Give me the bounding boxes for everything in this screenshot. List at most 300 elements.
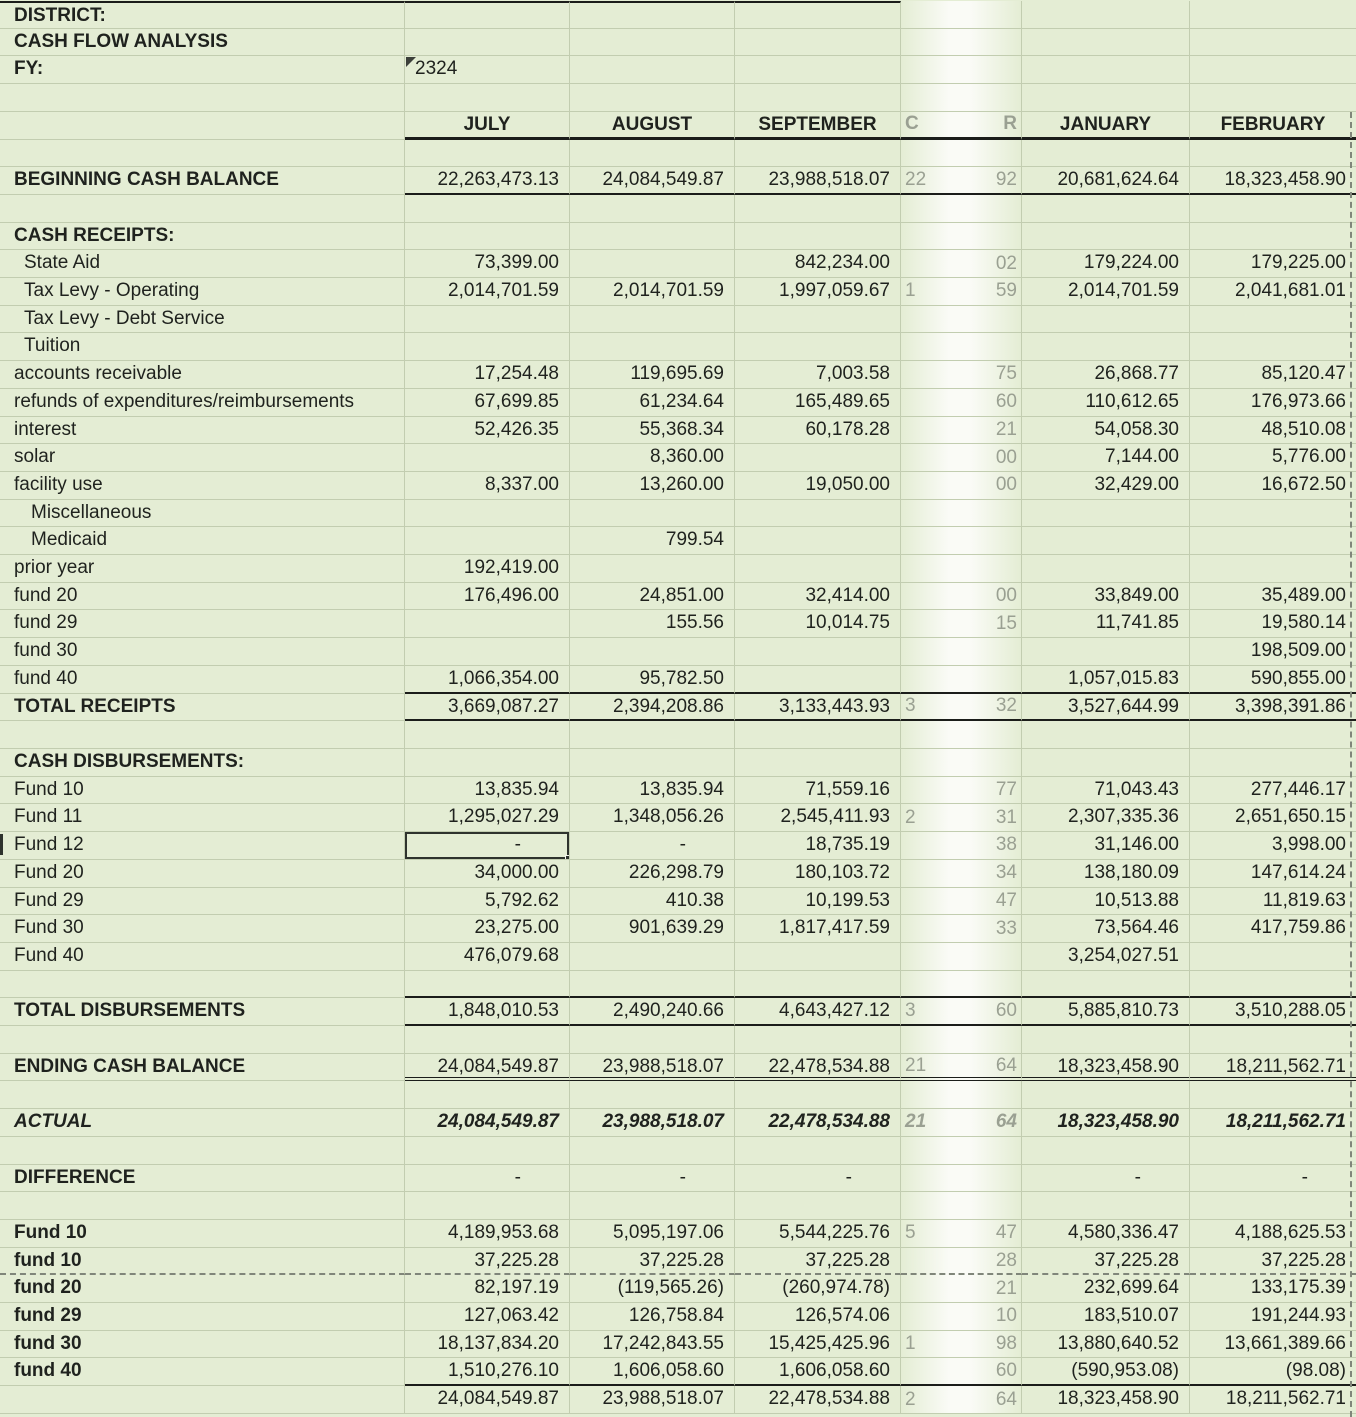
cash-receipts-header-aug-cell[interactable] bbox=[570, 223, 735, 251]
district-row-sep-cell[interactable] bbox=[735, 1, 901, 29]
fund-10-disbursements-jan-cell[interactable]: 71,043.43 bbox=[1022, 777, 1190, 805]
tax-levy-operating-feb-cell[interactable]: 2,041,681.01 bbox=[1190, 278, 1356, 306]
fund-10-disbursements-hidden-months-cell[interactable] bbox=[901, 777, 1022, 805]
fund-29-receipts-hidden-months-cell[interactable] bbox=[901, 610, 1022, 638]
blank-7-sep-cell[interactable] bbox=[735, 1081, 901, 1109]
blank-8-hidden-months-cell[interactable] bbox=[901, 1137, 1022, 1165]
prior-year-hidden-months-cell[interactable] bbox=[901, 555, 1022, 583]
ending-cash-balance-hidden-months-cell[interactable] bbox=[901, 1054, 1022, 1082]
fund-20-summary-feb-cell[interactable]: 133,175.39 bbox=[1190, 1275, 1356, 1303]
blank-1-hidden-months-cell[interactable] bbox=[901, 84, 1022, 112]
fill-handle[interactable] bbox=[565, 855, 570, 860]
blank-9-label[interactable] bbox=[0, 1192, 405, 1220]
district-row-feb-cell[interactable] bbox=[1190, 1, 1356, 29]
total-receipts-hidden-months-cell[interactable] bbox=[901, 694, 1022, 722]
summary-total-sep-cell[interactable]: 22,478,534.88 bbox=[735, 1386, 901, 1414]
prior-year-jan-cell[interactable] bbox=[1022, 555, 1190, 583]
blank-8-jul-cell[interactable] bbox=[405, 1137, 570, 1165]
summary-total-jan-cell[interactable]: 18,323,458.90 bbox=[1022, 1386, 1190, 1414]
tuition-jul-cell[interactable] bbox=[405, 333, 570, 361]
difference-jan-cell[interactable]: - bbox=[1022, 1165, 1190, 1193]
month-header-row-sep-cell[interactable]: SEPTEMBER bbox=[735, 112, 901, 140]
fund-40-disbursements-aug-cell[interactable] bbox=[570, 943, 735, 971]
fund-11-disbursements-jan-cell[interactable]: 2,307,335.36 bbox=[1022, 804, 1190, 832]
beginning-cash-balance-sep-cell[interactable]: 23,988,518.07 bbox=[735, 167, 901, 195]
blank-3-aug-cell[interactable] bbox=[570, 195, 735, 223]
blank-8-feb-cell[interactable] bbox=[1190, 1137, 1356, 1165]
refunds-of-expenditures-hidden-months-cell[interactable] bbox=[901, 389, 1022, 417]
beginning-cash-balance-hidden-months-cell[interactable] bbox=[901, 167, 1022, 195]
fund-29-summary-label[interactable]: fund 29 bbox=[0, 1303, 405, 1331]
interest-jan-cell[interactable]: 54,058.30 bbox=[1022, 417, 1190, 445]
medicaid-aug-cell[interactable]: 799.54 bbox=[570, 527, 735, 555]
fund-10-lower-summary-sep-cell[interactable]: 37,225.28 bbox=[735, 1248, 901, 1276]
month-header-row-label[interactable] bbox=[0, 112, 405, 140]
fy-row-label[interactable]: FY: bbox=[0, 56, 405, 84]
fund-40-disbursements-feb-cell[interactable] bbox=[1190, 943, 1356, 971]
cash-flow-analysis-row-feb-cell[interactable] bbox=[1190, 29, 1356, 57]
district-row-hidden-months-cell[interactable] bbox=[901, 1, 1022, 29]
beginning-cash-balance-aug-cell[interactable]: 24,084,549.87 bbox=[570, 167, 735, 195]
blank-6-jul-cell[interactable] bbox=[405, 1026, 570, 1054]
fund-29-disbursements-label[interactable]: Fund 29 bbox=[0, 888, 405, 916]
ending-cash-balance-sep-cell[interactable]: 22,478,534.88 bbox=[735, 1054, 901, 1082]
fund-30-summary-aug-cell[interactable]: 17,242,843.55 bbox=[570, 1331, 735, 1359]
solar-hidden-months-cell[interactable] bbox=[901, 444, 1022, 472]
tax-levy-debt-service-hidden-months-cell[interactable] bbox=[901, 306, 1022, 334]
refunds-of-expenditures-feb-cell[interactable]: 176,973.66 bbox=[1190, 389, 1356, 417]
tuition-feb-cell[interactable] bbox=[1190, 333, 1356, 361]
fund-20-summary-sep-cell[interactable]: (260,974.78) bbox=[735, 1275, 901, 1303]
state-aid-sep-cell[interactable]: 842,234.00 bbox=[735, 250, 901, 278]
state-aid-feb-cell[interactable]: 179,225.00 bbox=[1190, 250, 1356, 278]
blank-1-label[interactable] bbox=[0, 84, 405, 112]
blank-1-aug-cell[interactable] bbox=[570, 84, 735, 112]
fund-30-disbursements-jul-cell[interactable]: 23,275.00 bbox=[405, 915, 570, 943]
fund-10-disbursements-label[interactable]: Fund 10 bbox=[0, 777, 405, 805]
fund-12-disbursements-jan-cell[interactable]: 31,146.00 bbox=[1022, 832, 1190, 860]
blank-3-feb-cell[interactable] bbox=[1190, 195, 1356, 223]
total-disbursements-hidden-months-cell[interactable] bbox=[901, 998, 1022, 1026]
blank-5-jul-cell[interactable] bbox=[405, 971, 570, 999]
fund-20-receipts-label[interactable]: fund 20 bbox=[0, 583, 405, 611]
month-header-row-hidden-months-cell[interactable] bbox=[901, 112, 1022, 140]
cash-disbursements-header-hidden-months-cell[interactable] bbox=[901, 749, 1022, 777]
medicaid-label[interactable]: Medicaid bbox=[0, 527, 405, 555]
blank-9-jan-cell[interactable] bbox=[1022, 1192, 1190, 1220]
fund-10-lower-summary-aug-cell[interactable]: 37,225.28 bbox=[570, 1248, 735, 1276]
state-aid-jul-cell[interactable]: 73,399.00 bbox=[405, 250, 570, 278]
fund-10-disbursements-aug-cell[interactable]: 13,835.94 bbox=[570, 777, 735, 805]
tax-levy-operating-aug-cell[interactable]: 2,014,701.59 bbox=[570, 278, 735, 306]
miscellaneous-jul-cell[interactable] bbox=[405, 500, 570, 528]
tax-levy-debt-service-aug-cell[interactable] bbox=[570, 306, 735, 334]
fund-30-summary-hidden-months-cell[interactable] bbox=[901, 1331, 1022, 1359]
fund-10-summary-label[interactable]: Fund 10 bbox=[0, 1220, 405, 1248]
district-row-label[interactable]: DISTRICT: bbox=[0, 1, 405, 29]
fund-29-summary-jul-cell[interactable]: 127,063.42 bbox=[405, 1303, 570, 1331]
blank-6-sep-cell[interactable] bbox=[735, 1026, 901, 1054]
blank-6-aug-cell[interactable] bbox=[570, 1026, 735, 1054]
difference-feb-cell[interactable]: - bbox=[1190, 1165, 1356, 1193]
actual-jul-cell[interactable]: 24,084,549.87 bbox=[405, 1109, 570, 1137]
blank-3-hidden-months-cell[interactable] bbox=[901, 195, 1022, 223]
cash-receipts-header-feb-cell[interactable] bbox=[1190, 223, 1356, 251]
facility-use-sep-cell[interactable]: 19,050.00 bbox=[735, 472, 901, 500]
blank-9-aug-cell[interactable] bbox=[570, 1192, 735, 1220]
accounts-receivable-aug-cell[interactable]: 119,695.69 bbox=[570, 361, 735, 389]
fund-10-lower-summary-jul-cell[interactable]: 37,225.28 bbox=[405, 1248, 570, 1276]
tuition-hidden-months-cell[interactable] bbox=[901, 333, 1022, 361]
fund-10-summary-jan-cell[interactable]: 4,580,336.47 bbox=[1022, 1220, 1190, 1248]
blank-4-jul-cell[interactable] bbox=[405, 721, 570, 749]
blank-5-jan-cell[interactable] bbox=[1022, 971, 1190, 999]
fund-10-summary-jul-cell[interactable]: 4,189,953.68 bbox=[405, 1220, 570, 1248]
fund-20-summary-hidden-months-cell[interactable] bbox=[901, 1275, 1022, 1303]
medicaid-jul-cell[interactable] bbox=[405, 527, 570, 555]
prior-year-aug-cell[interactable] bbox=[570, 555, 735, 583]
fund-10-lower-summary-jan-cell[interactable]: 37,225.28 bbox=[1022, 1248, 1190, 1276]
miscellaneous-feb-cell[interactable] bbox=[1190, 500, 1356, 528]
fund-30-disbursements-aug-cell[interactable]: 901,639.29 bbox=[570, 915, 735, 943]
fund-29-disbursements-jan-cell[interactable]: 10,513.88 bbox=[1022, 888, 1190, 916]
cash-disbursements-header-label[interactable]: CASH DISBURSEMENTS: bbox=[0, 749, 405, 777]
blank-4-sep-cell[interactable] bbox=[735, 721, 901, 749]
blank-2-hidden-months-cell[interactable] bbox=[901, 140, 1022, 168]
cash-receipts-header-label[interactable]: CASH RECEIPTS: bbox=[0, 223, 405, 251]
beginning-cash-balance-jan-cell[interactable]: 20,681,624.64 bbox=[1022, 167, 1190, 195]
fund-40-receipts-jul-cell[interactable]: 1,066,354.00 bbox=[405, 666, 570, 694]
fund-30-summary-feb-cell[interactable]: 13,661,389.66 bbox=[1190, 1331, 1356, 1359]
blank-2-sep-cell[interactable] bbox=[735, 140, 901, 168]
accounts-receivable-sep-cell[interactable]: 7,003.58 bbox=[735, 361, 901, 389]
fund-10-summary-feb-cell[interactable]: 4,188,625.53 bbox=[1190, 1220, 1356, 1248]
fy-row-jan-cell[interactable] bbox=[1022, 56, 1190, 84]
actual-jan-cell[interactable]: 18,323,458.90 bbox=[1022, 1109, 1190, 1137]
prior-year-feb-cell[interactable] bbox=[1190, 555, 1356, 583]
refunds-of-expenditures-label[interactable]: refunds of expenditures/reimbursements bbox=[0, 389, 405, 417]
cash-disbursements-header-jul-cell[interactable] bbox=[405, 749, 570, 777]
fy-row-feb-cell[interactable] bbox=[1190, 56, 1356, 84]
blank-5-hidden-months-cell[interactable] bbox=[901, 971, 1022, 999]
fund-30-disbursements-jan-cell[interactable]: 73,564.46 bbox=[1022, 915, 1190, 943]
fund-11-disbursements-jul-cell[interactable]: 1,295,027.29 bbox=[405, 804, 570, 832]
cash-receipts-header-hidden-months-cell[interactable] bbox=[901, 223, 1022, 251]
blank-3-sep-cell[interactable] bbox=[735, 195, 901, 223]
blank-8-sep-cell[interactable] bbox=[735, 1137, 901, 1165]
summary-total-label[interactable] bbox=[0, 1386, 405, 1414]
blank-9-feb-cell[interactable] bbox=[1190, 1192, 1356, 1220]
blank-2-feb-cell[interactable] bbox=[1190, 140, 1356, 168]
actual-feb-cell[interactable]: 18,211,562.71 bbox=[1190, 1109, 1356, 1137]
actual-hidden-months-cell[interactable] bbox=[901, 1109, 1022, 1137]
fund-20-disbursements-hidden-months-cell[interactable] bbox=[901, 860, 1022, 888]
fund-29-receipts-sep-cell[interactable]: 10,014.75 bbox=[735, 610, 901, 638]
blank-8-aug-cell[interactable] bbox=[570, 1137, 735, 1165]
month-header-row-aug-cell[interactable]: AUGUST bbox=[570, 112, 735, 140]
facility-use-jan-cell[interactable]: 32,429.00 bbox=[1022, 472, 1190, 500]
district-row-aug-cell[interactable] bbox=[570, 1, 735, 29]
fund-29-summary-hidden-months-cell[interactable] bbox=[901, 1303, 1022, 1331]
fund-40-summary-aug-cell[interactable]: 1,606,058.60 bbox=[570, 1358, 735, 1386]
blank-5-feb-cell[interactable] bbox=[1190, 971, 1356, 999]
fund-29-disbursements-sep-cell[interactable]: 10,199.53 bbox=[735, 888, 901, 916]
tax-levy-debt-service-sep-cell[interactable] bbox=[735, 306, 901, 334]
fund-20-summary-jul-cell[interactable]: 82,197.19 bbox=[405, 1275, 570, 1303]
solar-sep-cell[interactable] bbox=[735, 444, 901, 472]
blank-5-label[interactable] bbox=[0, 971, 405, 999]
miscellaneous-hidden-months-cell[interactable] bbox=[901, 500, 1022, 528]
difference-label[interactable]: DIFFERENCE bbox=[0, 1165, 405, 1193]
fund-20-receipts-hidden-months-cell[interactable] bbox=[901, 583, 1022, 611]
total-receipts-jan-cell[interactable]: 3,527,644.99 bbox=[1022, 694, 1190, 722]
total-disbursements-jul-cell[interactable]: 1,848,010.53 bbox=[405, 998, 570, 1026]
summary-total-jul-cell[interactable]: 24,084,549.87 bbox=[405, 1386, 570, 1414]
fund-30-summary-label[interactable]: fund 30 bbox=[0, 1331, 405, 1359]
blank-1-sep-cell[interactable] bbox=[735, 84, 901, 112]
blank-7-label[interactable] bbox=[0, 1081, 405, 1109]
fund-30-receipts-feb-cell[interactable]: 198,509.00 bbox=[1190, 638, 1356, 666]
actual-aug-cell[interactable]: 23,988,518.07 bbox=[570, 1109, 735, 1137]
fund-11-disbursements-hidden-months-cell[interactable] bbox=[901, 804, 1022, 832]
total-disbursements-sep-cell[interactable]: 4,643,427.12 bbox=[735, 998, 901, 1026]
blank-2-aug-cell[interactable] bbox=[570, 140, 735, 168]
cash-disbursements-header-sep-cell[interactable] bbox=[735, 749, 901, 777]
facility-use-jul-cell[interactable]: 8,337.00 bbox=[405, 472, 570, 500]
accounts-receivable-jul-cell[interactable]: 17,254.48 bbox=[405, 361, 570, 389]
blank-1-jul-cell[interactable] bbox=[405, 84, 570, 112]
fund-20-receipts-feb-cell[interactable]: 35,489.00 bbox=[1190, 583, 1356, 611]
fund-29-receipts-label[interactable]: fund 29 bbox=[0, 610, 405, 638]
fund-40-receipts-feb-cell[interactable]: 590,855.00 bbox=[1190, 666, 1356, 694]
fund-10-disbursements-sep-cell[interactable]: 71,559.16 bbox=[735, 777, 901, 805]
blank-9-jul-cell[interactable] bbox=[405, 1192, 570, 1220]
state-aid-label[interactable]: State Aid bbox=[0, 250, 405, 278]
fund-29-summary-jan-cell[interactable]: 183,510.07 bbox=[1022, 1303, 1190, 1331]
total-disbursements-feb-cell[interactable]: 3,510,288.05 bbox=[1190, 998, 1356, 1026]
fund-12-disbursements-label[interactable]: Fund 12 bbox=[0, 832, 405, 860]
fund-30-receipts-aug-cell[interactable] bbox=[570, 638, 735, 666]
interest-aug-cell[interactable]: 55,368.34 bbox=[570, 417, 735, 445]
blank-2-jul-cell[interactable] bbox=[405, 140, 570, 168]
fund-29-summary-aug-cell[interactable]: 126,758.84 bbox=[570, 1303, 735, 1331]
beginning-cash-balance-label[interactable]: BEGINNING CASH BALANCE bbox=[0, 167, 405, 195]
fund-40-receipts-label[interactable]: fund 40 bbox=[0, 666, 405, 694]
blank-8-jan-cell[interactable] bbox=[1022, 1137, 1190, 1165]
fund-20-receipts-jul-cell[interactable]: 176,496.00 bbox=[405, 583, 570, 611]
prior-year-sep-cell[interactable] bbox=[735, 555, 901, 583]
fund-10-summary-aug-cell[interactable]: 5,095,197.06 bbox=[570, 1220, 735, 1248]
ending-cash-balance-jul-cell[interactable]: 24,084,549.87 bbox=[405, 1054, 570, 1082]
blank-6-hidden-months-cell[interactable] bbox=[901, 1026, 1022, 1054]
tax-levy-operating-jul-cell[interactable]: 2,014,701.59 bbox=[405, 278, 570, 306]
blank-6-jan-cell[interactable] bbox=[1022, 1026, 1190, 1054]
miscellaneous-label[interactable]: Miscellaneous bbox=[0, 500, 405, 528]
blank-7-hidden-months-cell[interactable] bbox=[901, 1081, 1022, 1109]
fy-row-sep-cell[interactable] bbox=[735, 56, 901, 84]
fund-40-disbursements-jan-cell[interactable]: 3,254,027.51 bbox=[1022, 943, 1190, 971]
state-aid-jan-cell[interactable]: 179,224.00 bbox=[1022, 250, 1190, 278]
fund-30-receipts-jul-cell[interactable] bbox=[405, 638, 570, 666]
fund-40-summary-jan-cell[interactable]: (590,953.08) bbox=[1022, 1358, 1190, 1386]
interest-jul-cell[interactable]: 52,426.35 bbox=[405, 417, 570, 445]
fund-29-summary-sep-cell[interactable]: 126,574.06 bbox=[735, 1303, 901, 1331]
blank-4-feb-cell[interactable] bbox=[1190, 721, 1356, 749]
fy-row-aug-cell[interactable] bbox=[570, 56, 735, 84]
fund-40-receipts-sep-cell[interactable] bbox=[735, 666, 901, 694]
fund-29-disbursements-jul-cell[interactable]: 5,792.62 bbox=[405, 888, 570, 916]
cash-flow-analysis-row-aug-cell[interactable] bbox=[570, 29, 735, 57]
solar-feb-cell[interactable]: 5,776.00 bbox=[1190, 444, 1356, 472]
district-row-jul-cell[interactable] bbox=[405, 1, 570, 29]
blank-4-aug-cell[interactable] bbox=[570, 721, 735, 749]
solar-aug-cell[interactable]: 8,360.00 bbox=[570, 444, 735, 472]
total-receipts-aug-cell[interactable]: 2,394,208.86 bbox=[570, 694, 735, 722]
blank-7-jan-cell[interactable] bbox=[1022, 1081, 1190, 1109]
tax-levy-debt-service-jul-cell[interactable] bbox=[405, 306, 570, 334]
cash-flow-analysis-row-jan-cell[interactable] bbox=[1022, 29, 1190, 57]
blank-1-jan-cell[interactable] bbox=[1022, 84, 1190, 112]
interest-label[interactable]: interest bbox=[0, 417, 405, 445]
fund-10-lower-summary-feb-cell[interactable]: 37,225.28 bbox=[1190, 1248, 1356, 1276]
blank-9-sep-cell[interactable] bbox=[735, 1192, 901, 1220]
medicaid-feb-cell[interactable] bbox=[1190, 527, 1356, 555]
total-disbursements-jan-cell[interactable]: 5,885,810.73 bbox=[1022, 998, 1190, 1026]
blank-4-jan-cell[interactable] bbox=[1022, 721, 1190, 749]
fund-29-receipts-jan-cell[interactable]: 11,741.85 bbox=[1022, 610, 1190, 638]
fund-20-receipts-jan-cell[interactable]: 33,849.00 bbox=[1022, 583, 1190, 611]
fund-11-disbursements-feb-cell[interactable]: 2,651,650.15 bbox=[1190, 804, 1356, 832]
tuition-label[interactable]: Tuition bbox=[0, 333, 405, 361]
refunds-of-expenditures-jan-cell[interactable]: 110,612.65 bbox=[1022, 389, 1190, 417]
cash-flow-analysis-row-label[interactable]: CASH FLOW ANALYSIS bbox=[0, 29, 405, 57]
medicaid-jan-cell[interactable] bbox=[1022, 527, 1190, 555]
difference-sep-cell[interactable]: - bbox=[735, 1165, 901, 1193]
fund-10-summary-sep-cell[interactable]: 5,544,225.76 bbox=[735, 1220, 901, 1248]
total-receipts-feb-cell[interactable]: 3,398,391.86 bbox=[1190, 694, 1356, 722]
fund-30-receipts-jan-cell[interactable] bbox=[1022, 638, 1190, 666]
difference-aug-cell[interactable]: - bbox=[570, 1165, 735, 1193]
summary-total-feb-cell[interactable]: 18,211,562.71 bbox=[1190, 1386, 1356, 1414]
fund-10-lower-summary-hidden-months-cell[interactable] bbox=[901, 1248, 1022, 1276]
fund-30-summary-jan-cell[interactable]: 13,880,640.52 bbox=[1022, 1331, 1190, 1359]
ending-cash-balance-aug-cell[interactable]: 23,988,518.07 bbox=[570, 1054, 735, 1082]
blank-3-label[interactable] bbox=[0, 195, 405, 223]
fund-11-disbursements-aug-cell[interactable]: 1,348,056.26 bbox=[570, 804, 735, 832]
fund-30-receipts-label[interactable]: fund 30 bbox=[0, 638, 405, 666]
total-receipts-label[interactable]: TOTAL RECEIPTS bbox=[0, 694, 405, 722]
tax-levy-operating-hidden-months-cell[interactable] bbox=[901, 278, 1022, 306]
fund-10-disbursements-feb-cell[interactable]: 277,446.17 bbox=[1190, 777, 1356, 805]
refunds-of-expenditures-jul-cell[interactable]: 67,699.85 bbox=[405, 389, 570, 417]
miscellaneous-jan-cell[interactable] bbox=[1022, 500, 1190, 528]
district-row-jan-cell[interactable] bbox=[1022, 1, 1190, 29]
ending-cash-balance-label[interactable]: ENDING CASH BALANCE bbox=[0, 1054, 405, 1082]
solar-jan-cell[interactable]: 7,144.00 bbox=[1022, 444, 1190, 472]
accounts-receivable-feb-cell[interactable]: 85,120.47 bbox=[1190, 361, 1356, 389]
blank-4-hidden-months-cell[interactable] bbox=[901, 721, 1022, 749]
fund-30-disbursements-hidden-months-cell[interactable] bbox=[901, 915, 1022, 943]
fund-20-summary-jan-cell[interactable]: 232,699.64 bbox=[1022, 1275, 1190, 1303]
solar-label[interactable]: solar bbox=[0, 444, 405, 472]
fund-12-disbursements-feb-cell[interactable]: 3,998.00 bbox=[1190, 832, 1356, 860]
fund-12-disbursements-aug-cell[interactable]: - bbox=[570, 832, 735, 860]
fy-row-jul-cell[interactable]: 2324 bbox=[405, 56, 570, 84]
fund-12-disbursements-sep-cell[interactable]: 18,735.19 bbox=[735, 832, 901, 860]
fund-40-disbursements-jul-cell[interactable]: 476,079.68 bbox=[405, 943, 570, 971]
difference-hidden-months-cell[interactable] bbox=[901, 1165, 1022, 1193]
fund-29-disbursements-hidden-months-cell[interactable] bbox=[901, 888, 1022, 916]
fund-30-disbursements-label[interactable]: Fund 30 bbox=[0, 915, 405, 943]
fund-30-disbursements-sep-cell[interactable]: 1,817,417.59 bbox=[735, 915, 901, 943]
blank-7-aug-cell[interactable] bbox=[570, 1081, 735, 1109]
fund-11-disbursements-label[interactable]: Fund 11 bbox=[0, 804, 405, 832]
fund-20-summary-aug-cell[interactable]: (119,565.26) bbox=[570, 1275, 735, 1303]
month-header-row-feb-cell[interactable]: FEBRUARY bbox=[1190, 112, 1356, 140]
fund-40-receipts-aug-cell[interactable]: 95,782.50 bbox=[570, 666, 735, 694]
fund-10-lower-summary-label[interactable]: fund 10 bbox=[0, 1248, 405, 1276]
prior-year-jul-cell[interactable]: 192,419.00 bbox=[405, 555, 570, 583]
miscellaneous-aug-cell[interactable] bbox=[570, 500, 735, 528]
fund-29-disbursements-aug-cell[interactable]: 410.38 bbox=[570, 888, 735, 916]
cash-receipts-header-jul-cell[interactable] bbox=[405, 223, 570, 251]
fund-12-disbursements-hidden-months-cell[interactable] bbox=[901, 832, 1022, 860]
interest-sep-cell[interactable]: 60,178.28 bbox=[735, 417, 901, 445]
cash-disbursements-header-feb-cell[interactable] bbox=[1190, 749, 1356, 777]
blank-6-label[interactable] bbox=[0, 1026, 405, 1054]
fund-40-summary-jul-cell[interactable]: 1,510,276.10 bbox=[405, 1358, 570, 1386]
beginning-cash-balance-feb-cell[interactable]: 18,323,458.90 bbox=[1190, 167, 1356, 195]
tax-levy-debt-service-jan-cell[interactable] bbox=[1022, 306, 1190, 334]
summary-total-hidden-months-cell[interactable] bbox=[901, 1386, 1022, 1414]
fund-40-summary-sep-cell[interactable]: 1,606,058.60 bbox=[735, 1358, 901, 1386]
fund-29-receipts-jul-cell[interactable] bbox=[405, 610, 570, 638]
beginning-cash-balance-jul-cell[interactable]: 22,263,473.13 bbox=[405, 167, 570, 195]
tax-levy-debt-service-label[interactable]: Tax Levy - Debt Service bbox=[0, 306, 405, 334]
fund-40-disbursements-hidden-months-cell[interactable] bbox=[901, 943, 1022, 971]
state-aid-aug-cell[interactable] bbox=[570, 250, 735, 278]
accounts-receivable-jan-cell[interactable]: 26,868.77 bbox=[1022, 361, 1190, 389]
fund-20-receipts-sep-cell[interactable]: 32,414.00 bbox=[735, 583, 901, 611]
tuition-aug-cell[interactable] bbox=[570, 333, 735, 361]
blank-4-label[interactable] bbox=[0, 721, 405, 749]
blank-9-hidden-months-cell[interactable] bbox=[901, 1192, 1022, 1220]
actual-sep-cell[interactable]: 22,478,534.88 bbox=[735, 1109, 901, 1137]
miscellaneous-sep-cell[interactable] bbox=[735, 500, 901, 528]
fund-20-disbursements-jul-cell[interactable]: 34,000.00 bbox=[405, 860, 570, 888]
medicaid-hidden-months-cell[interactable] bbox=[901, 527, 1022, 555]
cash-flow-analysis-row-jul-cell[interactable] bbox=[405, 29, 570, 57]
fund-29-disbursements-feb-cell[interactable]: 11,819.63 bbox=[1190, 888, 1356, 916]
accounts-receivable-label[interactable]: accounts receivable bbox=[0, 361, 405, 389]
tuition-jan-cell[interactable] bbox=[1022, 333, 1190, 361]
tax-levy-operating-jan-cell[interactable]: 2,014,701.59 bbox=[1022, 278, 1190, 306]
facility-use-hidden-months-cell[interactable] bbox=[901, 472, 1022, 500]
cash-flow-analysis-row-hidden-months-cell[interactable] bbox=[901, 29, 1022, 57]
blank-1-feb-cell[interactable] bbox=[1190, 84, 1356, 112]
fund-10-disbursements-jul-cell[interactable]: 13,835.94 bbox=[405, 777, 570, 805]
cash-disbursements-header-aug-cell[interactable] bbox=[570, 749, 735, 777]
blank-2-label[interactable] bbox=[0, 140, 405, 168]
fund-40-receipts-jan-cell[interactable]: 1,057,015.83 bbox=[1022, 666, 1190, 694]
facility-use-label[interactable]: facility use bbox=[0, 472, 405, 500]
fund-40-summary-label[interactable]: fund 40 bbox=[0, 1358, 405, 1386]
month-header-row-jan-cell[interactable]: JANUARY bbox=[1022, 112, 1190, 140]
blank-7-feb-cell[interactable] bbox=[1190, 1081, 1356, 1109]
fund-40-disbursements-sep-cell[interactable] bbox=[735, 943, 901, 971]
facility-use-feb-cell[interactable]: 16,672.50 bbox=[1190, 472, 1356, 500]
medicaid-sep-cell[interactable] bbox=[735, 527, 901, 555]
